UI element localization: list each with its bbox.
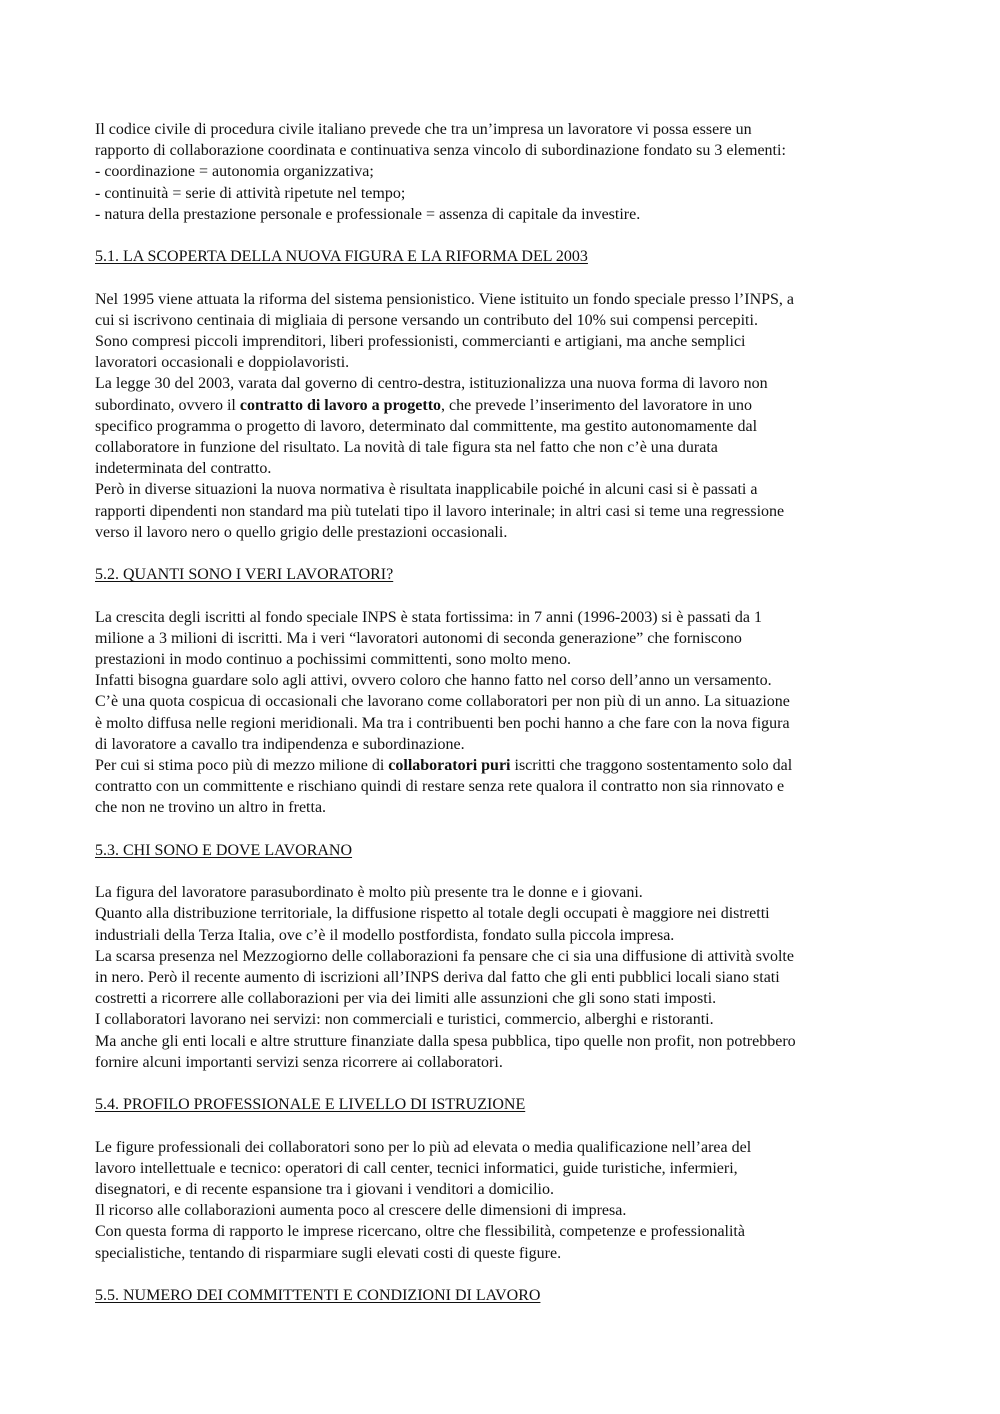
intro-paragraph — [95, 119, 915, 225]
text-line: prestazioni in modo continuo a pochissimi committenti, sono molto meno. — [95, 651, 571, 669]
text-line: Nel 1995 viene attuata la riforma del sistema pensionistico. Viene istituito un fondo speciale presso l’INPS, a — [95, 290, 795, 308]
section-5-1-body — [95, 289, 915, 543]
section-heading-5-5: 5.5. NUMERO DEI COMMITTENTI E CONDIZIONI DI LAVORO — [95, 1287, 541, 1305]
text-line: in nero. Però il recente aumento di iscrizioni all’INPS deriva dal fatto che gli enti pubblici locali siano stati — [95, 969, 780, 987]
text-line: disegnatori, e di recente espansione tra i giovani i venditori a domicilio. — [95, 1181, 554, 1199]
text-line: Il codice civile di procedura civile italiano prevede che tra un’impresa un lavoratore vi possa essere un — [95, 121, 752, 138]
text-line: C’è una quota cospicua di occasionali che lavorano come collaboratori per non più di un anno. La situazione — [95, 693, 790, 711]
section-5-3-body — [95, 882, 915, 1073]
text-line: Sono compresi piccoli imprenditori, liberi professionisti, commercianti e artigiani, ma anche semplici — [95, 333, 746, 350]
text-line: fornire alcuni importanti servizi senza ricorrere ai collaboratori. — [95, 1053, 503, 1071]
text-line: Infatti bisogna guardare solo agli attivi, ovvero coloro che hanno fatto nel corso dell’anno un versamento. — [95, 672, 772, 690]
text-segment: subordinato, ovvero il — [95, 396, 240, 414]
section-heading-5-2: 5.2. QUANTI SONO I VERI LAVORATORI? — [95, 566, 394, 584]
text-line: La crescita degli iscritti al fondo speciale INPS è stata fortissima: in 7 anni (1996-2003) si è passati da 1 — [95, 608, 762, 626]
text-line — [95, 755, 915, 776]
bold-term: collaboratori puri — [388, 757, 511, 775]
text-line: Però in diverse situazioni la nuova normativa è risultata inapplicabile poiché in alcuni casi si è passati a — [95, 481, 758, 499]
list-item: - continuità = serie di attività ripetute nel tempo; — [95, 184, 406, 202]
section-5-4-body — [95, 1137, 915, 1264]
list-item: - natura della prestazione personale e professionale = assenza di capitale da investire. — [95, 205, 641, 223]
section-heading-5-4: 5.4. PROFILO PROFESSIONALE E LIVELLO DI ISTRUZIONE — [95, 1096, 526, 1114]
text-line: di lavoratore a cavallo tra indipendenza e subordinazione. — [95, 735, 465, 753]
text-line: milione a 3 milioni di iscritti. Ma i veri “lavoratori autonomi di seconda generazione” che forniscono — [95, 629, 742, 647]
text-line: costretti a ricorrere alle collaborazioni per via dei limiti alle assunzioni che gli sono stati imposti. — [95, 990, 717, 1008]
text-line: specifico programma o progetto di lavoro, determinato dal committente, ma gestito autonomamente dal — [95, 417, 758, 435]
text-line: lavoro intellettuale e tecnico: operatori di call center, tecnici informatici, guide turistiche, infermieri, — [95, 1159, 738, 1177]
text-line: Le figure professionali dei collaboratori sono per lo più ad elevata o media qualificazione nell’area del — [95, 1138, 752, 1156]
text-segment: , che prevede l’inserimento del lavoratore in uno — [441, 396, 753, 414]
text-line — [95, 395, 915, 416]
text-line: rapporto di collaborazione coordinata e continuativa senza vincolo di subordinazione fondato su 3 elementi: — [95, 142, 786, 160]
text-line: collaboratore in funzione del risultato. La novità di tale figura sta nel fatto che non c’è una durata — [95, 439, 718, 457]
text-line: che non ne trovino un altro in fretta. — [95, 799, 327, 817]
text-segment: iscritti che traggono sostentamento solo dal — [510, 757, 793, 775]
text-line: industriali della Terza Italia, ove c’è il modello postfordista, fondato sulla piccola impresa. — [95, 926, 675, 944]
text-line: è molto diffusa nelle regioni meridionali. Ma tra i contribuenti ben pochi hanno a che fare con la nova figura — [95, 714, 790, 732]
list-item: - coordinazione = autonomia organizzativa; — [95, 163, 374, 181]
section-heading-5-3: 5.3. CHI SONO E DOVE LAVORANO — [95, 841, 353, 859]
text-line: contratto con un committente e rischiano quindi di restare senza rete qualora il contratto non sia rinnovato e — [95, 778, 785, 796]
text-line: Quanto alla distribuzione territoriale, la diffusione rispetto al totale degli occupati è maggiore nei distretti — [95, 905, 770, 923]
section-heading-5-1: 5.1. LA SCOPERTA DELLA NUOVA FIGURA E LA RIFORMA DEL 2003 — [95, 248, 588, 266]
text-line: Il ricorso alle collaborazioni aumenta poco al crescere delle dimensioni di impresa. — [95, 1202, 627, 1220]
text-line: indeterminata del contratto. — [95, 460, 272, 478]
document-page — [95, 119, 915, 1306]
section-5-2-body — [95, 607, 915, 819]
text-line: La legge 30 del 2003, varata dal governo di centro-destra, istituzionalizza una nuova forma di lavoro non — [95, 375, 768, 393]
text-line: cui si iscrivono centinaia di migliaia di persone versando un contributo del 10% sui compensi percepiti. — [95, 311, 758, 329]
text-line: La figura del lavoratore parasubordinato è molto più presente tra le donne e i giovani. — [95, 884, 643, 902]
text-line: La scarsa presenza nel Mezzogiorno delle collaborazioni fa pensare che ci sia una diffusione di attività svolte — [95, 947, 794, 965]
text-line: I collaboratori lavorano nei servizi: non commerciali e turistici, commercio, alberghi e ristoranti. — [95, 1011, 714, 1029]
text-line: Ma anche gli enti locali e altre strutture finanziate dalla spesa pubblica, tipo quelle non profit, non potrebbero — [95, 1032, 796, 1050]
text-line: Con questa forma di rapporto le imprese ricercano, oltre che flessibilità, competenze e professionalità — [95, 1223, 745, 1241]
text-line: verso il lavoro nero o quello grigio delle prestazioni occasionali. — [95, 523, 508, 541]
text-line: rapporti dipendenti non standard ma più tutelati tipo il lavoro interinale; in altri casi si teme una regressione — [95, 502, 785, 520]
text-line: lavoratori occasionali e doppiolavoristi. — [95, 354, 350, 372]
text-segment: Per cui si stima poco più di mezzo milione di — [95, 757, 389, 775]
text-line: specialistiche, tentando di risparmiare sugli elevati costi di queste figure. — [95, 1244, 562, 1262]
bold-term: contratto di lavoro a progetto — [239, 396, 442, 414]
